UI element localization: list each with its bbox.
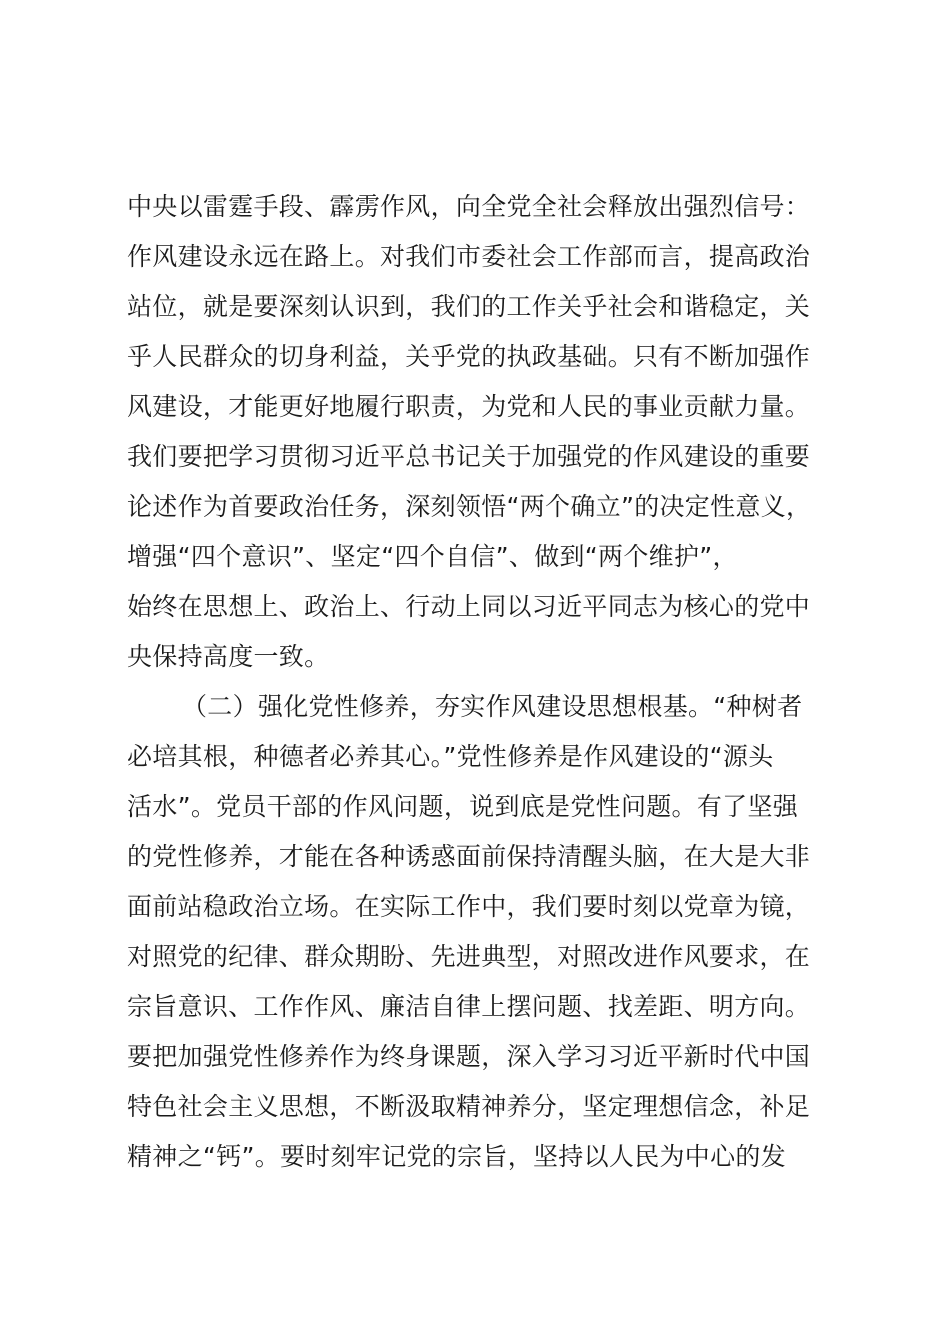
text-line: 央保持高度一致。 (127, 642, 330, 671)
text-line: 精神之“钙”。要时刻牢记党的宗旨，坚持以人民为中心的发 (127, 1142, 787, 1171)
text-line: 站位，就是要深刻认识到，我们的工作关乎社会和谐稳定，关 (127, 292, 811, 321)
text-line: 乎人民群众的切身利益，关乎党的执政基础。只有不断加强作 (127, 342, 811, 371)
text-line: 始终在思想上、政治上、行动上同以习近平同志为核心的党中 (127, 592, 811, 621)
text-line: 我们要把学习贯彻习近平总书记关于加强党的作风建设的重要 (127, 442, 811, 471)
body-text (127, 182, 857, 1182)
text-line: 的党性修养，才能在各种诱惑面前保持清醒头脑，在大是大非 (127, 842, 811, 871)
text-line: 风建设，才能更好地履行职责，为党和人民的事业贡献力量。 (127, 392, 811, 421)
section-heading-line: （二）强化党性修养，夯实作风建设思想根基。“种树者 (182, 692, 803, 721)
text-line: 必培其根，种德者必养其心。”党性修养是作风建设的“源头 (127, 742, 774, 771)
text-line: 面前站稳政治立场。在实际工作中，我们要时刻以党章为镜， (127, 892, 811, 921)
text-line: 活水”。党员干部的作风问题，说到底是党性问题。有了坚强 (127, 792, 799, 821)
text-line: 论述作为首要政治任务，深刻领悟“两个确立”的决定性意义， (127, 492, 812, 521)
text-line: 中央以雷霆手段、霹雳作风，向全党全社会释放出强烈信号： (127, 192, 811, 221)
text-line: 宗旨意识、工作作风、廉洁自律上摆问题、找差距、明方向。 (127, 992, 811, 1021)
text-line: 特色社会主义思想，不断汲取精神养分，坚定理想信念，补足 (127, 1092, 811, 1121)
text-line: 要把加强党性修养作为终身课题，深入学习习近平新时代中国 (127, 1042, 811, 1071)
text-line: 作风建设永远在路上。对我们市委社会工作部而言，提高政治 (127, 242, 811, 271)
text-line: 对照党的纪律、群众期盼、先进典型，对照改进作风要求，在 (127, 942, 811, 971)
text-line: 增强“四个意识”、坚定“四个自信”、做到“两个维护”， (127, 542, 738, 571)
